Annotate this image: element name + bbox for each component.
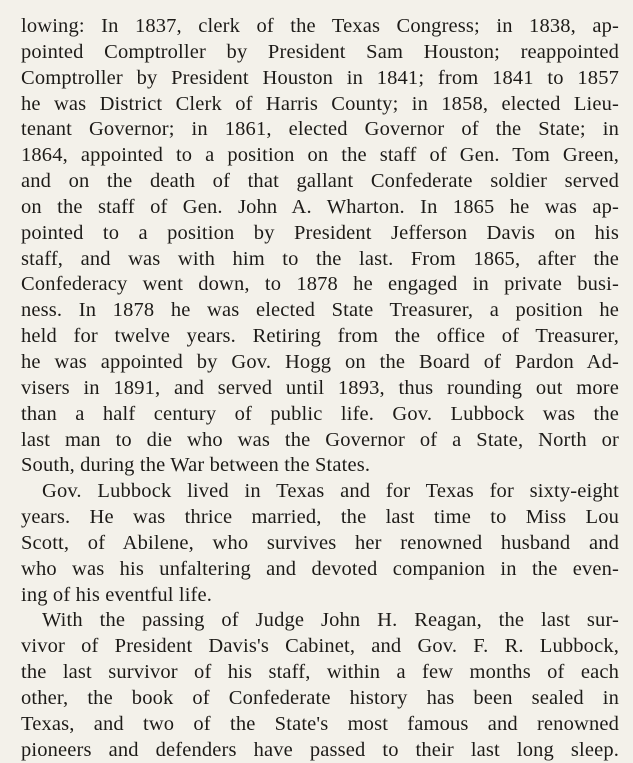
text-line: the last survivor of his staff, within a few months of each bbox=[21, 661, 619, 684]
text-line: pioneers and defenders have passed to their last long sleep. bbox=[21, 738, 619, 761]
text-line: Scott, of Abilene, who survives her renowned husband and bbox=[21, 531, 619, 554]
text-line: Confederacy went down, to 1878 he engaged in private busi- bbox=[21, 273, 619, 296]
paragraph-career bbox=[21, 14, 619, 479]
text-line: 1864, appointed to a position on the staff of Gen. Tom Green, bbox=[21, 144, 619, 167]
text-line: pointed to a position by President Jefferson Davis on his bbox=[21, 221, 619, 244]
text-line: he was appointed by Gov. Hogg on the Board of Pardon Ad- bbox=[21, 350, 619, 373]
text-line: ing of his eventful life. bbox=[21, 583, 213, 606]
text-line: than a half century of public life. Gov. Lubbock was the bbox=[21, 402, 619, 425]
text-line: Comptroller by President Houston in 1841; from 1841 to 1857 bbox=[21, 66, 619, 89]
text-line: last man to die who was the Governor of a State, North or bbox=[21, 428, 619, 451]
text-line: pointed Comptroller by President Sam Houston; reappointed bbox=[21, 40, 619, 63]
text-line: visers in 1891, and served until 1893, thus rounding out more bbox=[21, 376, 619, 399]
text-line: on the staff of Gen. John A. Wharton. In 1865 he was ap- bbox=[21, 195, 619, 218]
text-line: Texas, and two of the State's most famous and renowned bbox=[21, 712, 619, 735]
text-line: ness. In 1878 he was elected State Treasurer, a position he bbox=[21, 299, 619, 322]
paragraph-texas-life bbox=[21, 479, 619, 608]
text-line: other, the book of Confederate history has been sealed in bbox=[21, 686, 619, 709]
text-line: he was District Clerk of Harris County; in 1858, elected Lieu- bbox=[21, 92, 619, 115]
text-line: With the passing of Judge John H. Reagan, the last sur- bbox=[42, 609, 619, 632]
text-line: years. He was thrice married, the last time to Miss Lou bbox=[21, 506, 619, 529]
text-line: Gov. Lubbock lived in Texas and for Texas for sixty-eight bbox=[42, 480, 619, 503]
text-line: staff, and was with him to the last. From 1865, after the bbox=[21, 247, 619, 270]
text-line: and on the death of that gallant Confederate soldier served bbox=[21, 170, 619, 193]
text-line: tenant Governor; in 1861, elected Governor of the State; in bbox=[21, 118, 619, 141]
paragraph-passing bbox=[21, 608, 619, 763]
text-line: lowing: In 1837, clerk of the Texas Congress; in 1838, ap- bbox=[21, 15, 619, 37]
text-line: who was his unfaltering and devoted companion in the even- bbox=[21, 557, 619, 580]
text-line: vivor of President Davis's Cabinet, and Gov. F. R. Lubbock, bbox=[21, 635, 619, 658]
text-line: held for twelve years. Retiring from the office of Treasurer, bbox=[21, 325, 619, 348]
text-line: South, during the War between the States. bbox=[21, 454, 371, 477]
